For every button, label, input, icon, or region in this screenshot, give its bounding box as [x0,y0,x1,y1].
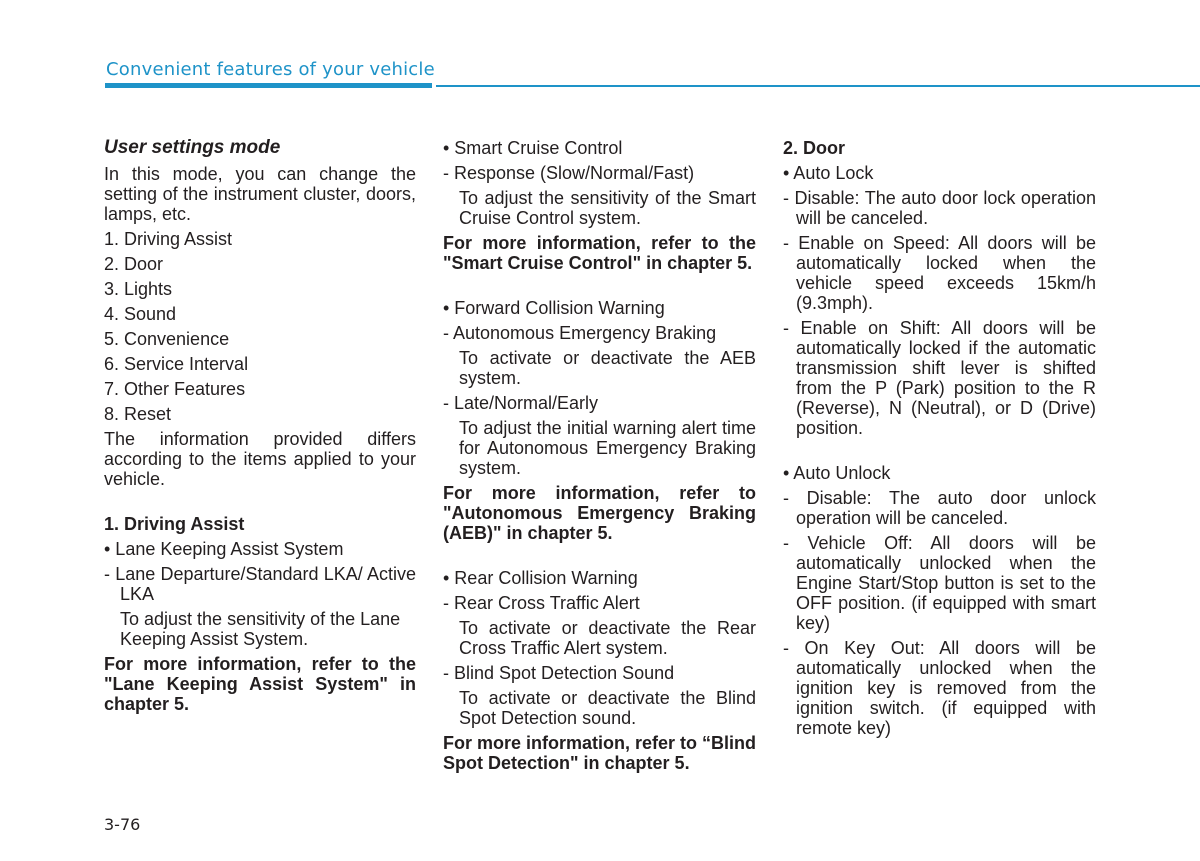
sub-item: - Blind Spot Detection Sound [443,663,675,683]
list-item: 1. Driving Assist [104,229,233,249]
sub-item: - Disable: The auto door lock operation will be canceled. [783,188,1096,228]
list-item: 7. Other Features [104,379,246,399]
reference-note: For more information, refer to “Blind Spot Detection" in chapter 5. [443,733,757,773]
list-item: 3. Lights [104,279,173,299]
bullet-item: • Forward Collision Warning [443,298,665,318]
reference-note: For more information, refer to the "Lane Keeping Assist System" in chapter 5. [104,654,416,714]
bullet-item: • Rear Collision Warning [443,568,638,588]
sub-description: To adjust the sensitivity of the Smart Cruise Control system. [459,188,756,228]
sub-item: - Vehicle Off: All doors will be automatically unlocked when the Engine Start/Stop button is set to the OFF position. (if equipped with smart key) [783,533,1096,633]
header-rule-thin [436,85,1200,87]
list-item: 6. Service Interval [104,354,249,374]
list-item: 4. Sound [104,304,177,324]
sub-item: - Autonomous Emergency Braking [443,323,717,343]
sub-description: To adjust the sensitivity of the Lane Keeping Assist System. [120,609,401,649]
sub-description: To activate or deactivate the AEB system. [459,348,756,388]
column-right [783,138,1096,738]
bullet-item: • Smart Cruise Control [443,138,623,158]
note-paragraph: The information provided differs according to the items applied to your vehicle. [104,429,416,489]
sub-item: - On Key Out: All doors will be automatically unlocked when the ignition key is removed from the ignition switch. (if equipped with remote key) [783,638,1096,738]
sub-item: - Enable on Speed: All doors will be automatically locked when the vehicle speed exceeds 15km/h (9.3mph). [783,233,1096,313]
column-middle [443,138,756,773]
bullet-item: • Lane Keeping Assist System [104,539,344,559]
user-settings-heading: User settings mode [104,137,281,158]
reference-note: For more information, refer to the "Smart Cruise Control" in chapter 5. [443,233,756,273]
sub-description: To activate or deactivate the Rear Cross Traffic Alert system. [459,618,756,658]
section-header-title: Convenient features of your vehicle [106,59,435,80]
intro-paragraph: In this mode, you can change the setting of the instrument cluster, doors, lamps, etc. [104,164,416,224]
list-item: 5. Convenience [104,329,230,349]
sub-item: - Late/Normal/Early [443,393,599,413]
bullet-item: • Auto Unlock [783,463,891,483]
sub-item: - Lane Departure/Standard LKA/ Active LKA [104,564,416,604]
bullet-item: • Auto Lock [783,163,874,183]
page-number: 3-76 [104,815,141,834]
sub-description: To adjust the initial warning alert time for Autonomous Emergency Braking system. [459,418,756,478]
sub-item: - Response (Slow/Normal/Fast) [443,163,695,183]
driving-assist-heading: 1. Driving Assist [104,514,245,534]
header-rule-thick [105,83,432,88]
sub-description: To activate or deactivate the Blind Spot Detection sound. [459,688,756,728]
sub-item: - Disable: The auto door unlock operation will be canceled. [783,488,1096,528]
sub-item: - Enable on Shift: All doors will be automatically locked if the automatic transmission shift lever is shifted from the P (Park) position to the R (Reverse), N (Neutral), or D (Drive) position. [783,318,1096,438]
door-heading: 2. Door [783,138,846,158]
reference-note: For more information, refer to "Autonomous Emergency Braking (AEB)" in chapter 5. [443,483,756,543]
list-item: 2. Door [104,254,164,274]
sub-item: - Rear Cross Traffic Alert [443,593,640,613]
column-left [104,138,416,714]
list-item: 8. Reset [104,404,172,424]
